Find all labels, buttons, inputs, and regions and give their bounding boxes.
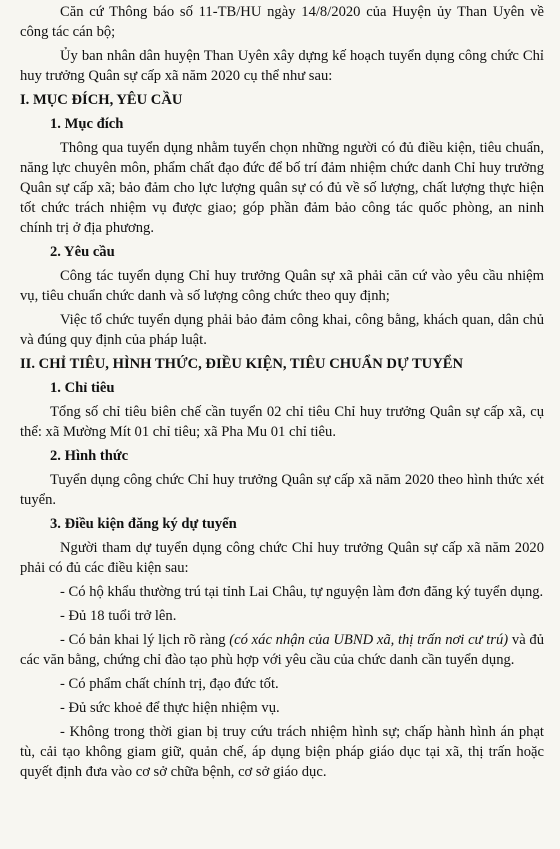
section-2-1-heading: 1. Chỉ tiêu <box>50 380 115 396</box>
condition-text: - Có bản khai lý lịch rõ ràng <box>60 632 230 648</box>
section-1-heading: I. MỤC ĐÍCH, YÊU CẦU <box>20 92 183 108</box>
condition-item: - Không trong thời gian bị truy cứu trách nhiệm hình sự; chấp hành hình án phạt tù, cải tạo không giam giữ, quản chế, áp dụng biện pháp giáo dục tại xã, thị trấn hoặc quyết định đưa vào cơ sở chữa bệnh, cơ sở giáo dục. <box>20 724 544 780</box>
condition-item <box>20 630 544 670</box>
condition-item: - Đủ 18 tuổi trở lên. <box>60 608 177 624</box>
section-1-2-paragraph-2: Việc tổ chức tuyển dụng phải bảo đảm công khai, công bằng, khách quan, dân chủ và đúng quy định của pháp luật. <box>20 312 544 348</box>
section-2-heading: II. CHỈ TIÊU, HÌNH THỨC, ĐIỀU KIỆN, TIÊU CHUẨN DỰ TUYỂN <box>20 356 464 372</box>
section-2-3-paragraph: Người tham dự tuyển dụng công chức Chỉ huy trưởng Quân sự cấp xã năm 2020 phải có đủ các điều kiện sau: <box>20 540 544 576</box>
section-2-2-heading: 2. Hình thức <box>50 448 129 464</box>
section-1-2-paragraph-1: Công tác tuyển dụng Chỉ huy trưởng Quân sự xã phải căn cứ vào yêu cầu nhiệm vụ, tiêu chuẩn chức danh và số lượng công chức theo quy định; <box>20 268 544 304</box>
condition-item: - Có phẩm chất chính trị, đạo đức tốt. <box>60 676 279 692</box>
section-1-1-paragraph: Thông qua tuyển dụng nhằm tuyển chọn những người có đủ điều kiện, tiêu chuẩn, năng lực chuyên môn, phẩm chất đạo đức để bố trí đảm nhiệm chức danh Chỉ huy trưởng Quân sự cấp xã; bảo đảm cho lực lượng quân sự có đủ về số lượng, chất lượng thực hiện tốt chức trách nhiệm vụ được giao; góp phần đảm bảo công tác quốc phòng, an ninh chính trị ở địa phương. <box>20 140 544 236</box>
section-2-2-paragraph: Tuyển dụng công chức Chỉ huy trưởng Quân sự cấp xã năm 2020 theo hình thức xét tuyển. <box>20 472 544 508</box>
condition-text: và đủ các văn bằng, chứng chỉ đào tạo phù hợp với yêu cầu của chức danh cần tuyển dụng. <box>20 632 544 668</box>
intro-paragraph-2: Ủy ban nhân dân huyện Than Uyên xây dựng kế hoạch tuyển dụng công chức Chỉ huy trưởng Quân sự cấp xã năm 2020 cụ thể như sau: <box>20 48 544 84</box>
section-2-3-heading: 3. Điều kiện đăng ký dự tuyển <box>50 516 237 532</box>
section-2-1-paragraph: Tổng số chỉ tiêu biên chế cần tuyển 02 chỉ tiêu Chỉ huy trưởng Quân sự cấp xã, cụ thể: xã Mường Mít 01 chỉ tiêu; xã Pha Mu 01 chỉ tiêu. <box>20 404 544 440</box>
intro-paragraph-1: Căn cứ Thông báo số 11-TB/HU ngày 14/8/2020 của Huyện ủy Than Uyên về công tác cán bộ; <box>20 4 544 40</box>
condition-item: - Có hộ khẩu thường trú tại tỉnh Lai Châu, tự nguyện làm đơn đăng ký tuyển dụng. <box>60 584 544 600</box>
section-1-2-heading: 2. Yêu cầu <box>50 244 115 260</box>
condition-note: (có xác nhận của UBND xã, thị trấn nơi cư trú) <box>229 632 509 648</box>
condition-item: - Đủ sức khoẻ để thực hiện nhiệm vụ. <box>60 700 280 716</box>
section-1-1-heading: 1. Mục đích <box>50 116 124 132</box>
